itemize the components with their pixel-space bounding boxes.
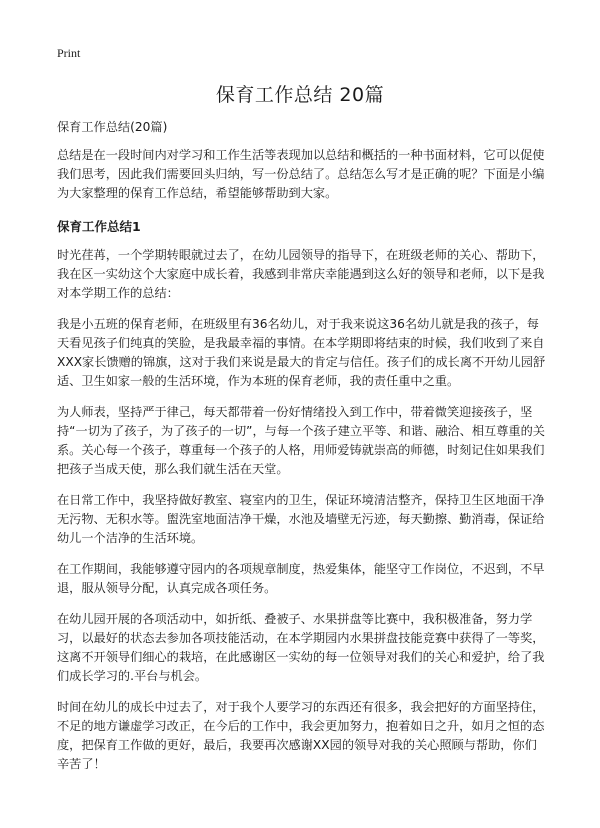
paragraph: 时间在幼儿的成长中过去了，对于我个人要学习的东西还有很多，我会把好的方面坚持住，不足的地方谦虚学习改正，在今后的工作中，我会更加努力，抱着如日之升，如月之恒的态度，把保育工作做的更好，最后，我要再次感谢XX园的领导对我的关心照顾与帮助，你们辛苦了！: [57, 700, 545, 771]
paragraph: 在工作期间，我能够遵守园内的各项规章制度，热爱集体，能坚守工作岗位，不迟到，不早退，服从领导分配，认真完成各项任务。: [57, 562, 545, 595]
print-link[interactable]: Print: [57, 46, 81, 60]
article-body: [57, 118, 548, 786]
page-title: 保育工作总结 20篇: [215, 84, 385, 106]
paragraph: 时光荏苒，一个学期转眼就过去了，在幼儿园领导的指导下，在班级老师的关心、帮助下，我在区一实幼这个大家庭中成长着，我感到非常庆幸能遇到这么好的领导和老师，以下是我对本学期工作的总结：: [57, 248, 545, 300]
intro-paragraph: 总结是在一段时间内对学习和工作生活等表现加以总结和概括的一种书面材料，它可以促使我们思考，因此我们需要回头归纳，写一份总结了。总结怎么写才是正确的呢？下面是小编为大家整理的保育工作总结，希望能够帮助到大家。: [57, 148, 545, 200]
paragraph: 在幼儿园开展的各项活动中，如折纸、叠被子、水果拼盘等比赛中，我积极准备，努力学习，以最好的状态去参加各项技能活动，在本学期园内水果拼盘技能竞赛中获得了一等奖，这离不开领导们细心的栽培，在此感谢区一实幼的每一位领导对我们的关心和爱护，给了我们成长学习的.平台与机会。: [57, 612, 545, 683]
section-heading: 保育工作总结1: [57, 219, 141, 234]
article-subtitle: 保育工作总结(20篇): [57, 120, 168, 134]
paragraph: 为人师表，坚持严于律己，每天都带着一份好情绪投入到工作中，带着微笑迎接孩子，坚持“一切为了孩子，为了孩子的一切”，与每一个孩子建立平等、和谐、融洽、相互尊重的关系。关心每一个孩子，尊重每一个孩子的人格，用师爱铸就崇高的师德，时刻记住如果我们把孩子当成天使，那么我们就生活在天堂。: [57, 405, 545, 476]
paragraph: 在日常工作中，我坚持做好教室、寝室内的卫生，保证环境清洁整齐，保持卫生区地面干净无污物、无积水等。盥洗室地面洁净干燥，水池及墙壁无污迹，每天勤擦、勤消毒，保证给幼儿一个洁净的生活环境。: [57, 493, 545, 545]
paragraph: 我是小五班的保育老师，在班级里有36名幼儿，对于我来说这36名幼儿就是我的孩子，每天看见孩子们纯真的笑脸，是我最幸福的事情。在本学期即将结束的时候，我们收到了来自XXX家长馈赠的锦旗，这对于我们来说是最大的肯定与信任。孩子们的成长离不开幼儿园舒适、卫生如家一般的生活环境，作为本班的保育老师，我的责任重中之重。: [57, 317, 546, 388]
